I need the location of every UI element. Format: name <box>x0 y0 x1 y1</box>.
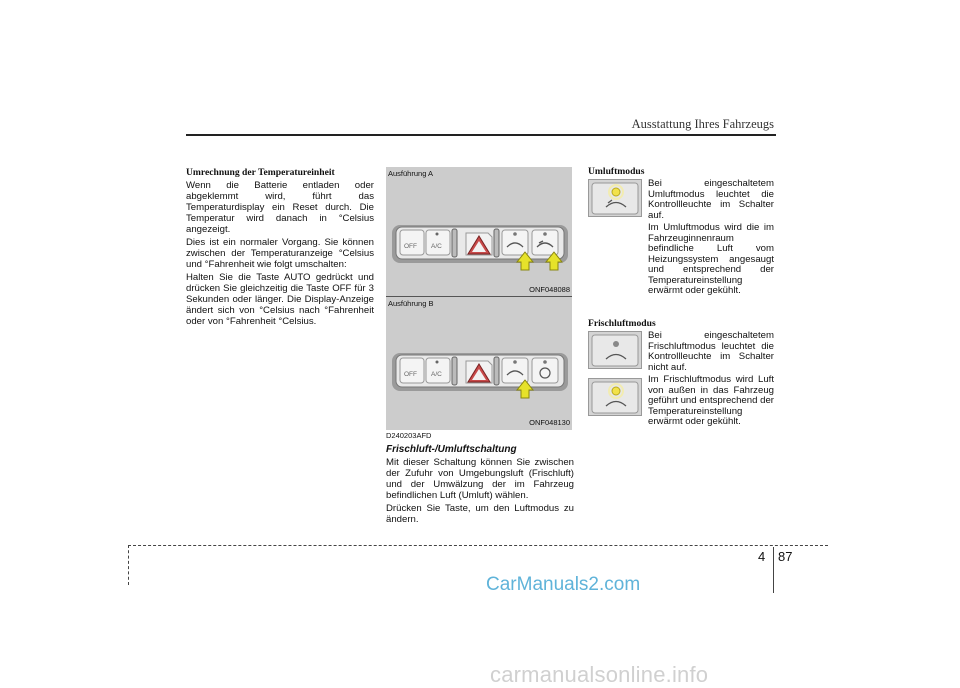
figure-variant-b <box>386 297 572 430</box>
figure-a-ac-label: A/C <box>431 243 442 250</box>
column-air-mode <box>386 430 574 527</box>
paragraph-2: Dies ist ein normaler Vorgang. Sie können zwischen der Temperaturanzeige °Celsius und °Fahrenheit wie folgt umschalten: <box>186 237 374 270</box>
watermark-carmanuals2: CarManuals2.com <box>486 574 641 595</box>
figure-b-code: ONF048130 <box>529 418 570 427</box>
page-section-number: 4 <box>758 549 766 564</box>
column-temperature-unit <box>186 167 374 329</box>
recirculation-paragraph-1: Bei eingeschaltetem Umluftmodus leuchtet die Kontrollleuchte im Schalter auf. <box>648 178 774 221</box>
figure-a-label: Ausführung A <box>388 169 434 178</box>
figure-a-code: ONF048088 <box>529 285 570 294</box>
fresh-air-off-button-illustration <box>588 331 642 369</box>
recirculation-heading-text: Umluftmodus <box>588 166 645 177</box>
fresh-air-paragraph-2: Im Frischluftmodus wird Luft von außen in das Fahrzeug geführt und entsprechend der Temperatureinstellung erwärmt oder gekühlt. <box>648 374 774 427</box>
paragraph-3: Halten Sie die Taste AUTO gedrückt und drücken Sie gleichzeitig die Taste OFF für 3 Sekunden oder länger. Die Display-Anzeige ändert sich von °Celsius nach °Fahrenheit oder von °Fahrenheit °Celsius. <box>186 272 374 327</box>
figure-b-label: Ausführung B <box>388 299 434 308</box>
figure-a-off-label: OFF <box>404 243 417 250</box>
fresh-air-heading-text: Frischluftmodus <box>588 318 656 329</box>
header-rule <box>186 134 776 136</box>
fresh-air-on-button-illustration <box>588 378 642 416</box>
fresh-air-paragraph-1: Bei eingeschaltetem Frischluftmodus leuchtet die Kontrollleuchte im Schalter nicht auf. <box>648 330 774 373</box>
heading-fresh-air <box>588 319 776 330</box>
section-title: Ausstattung Ihres Fahrzeugs <box>631 117 774 131</box>
control-panel-b-illustration <box>386 297 572 430</box>
heading-temperature-unit: Umrechnung der Temperatureinheit <box>186 167 335 178</box>
footer-right-tick <box>773 565 774 593</box>
figure-b-off-label: OFF <box>404 371 417 378</box>
recirculation-text <box>648 179 774 299</box>
doc-code: D240203AFD <box>386 431 432 440</box>
heading-recirculation <box>588 167 776 178</box>
fresh-air-text <box>648 331 774 430</box>
recirculation-paragraph-2: Im Umluftmodus wird die im Fahrzeuginnenraum befindliche Luft vom Heizungssystem angesaugt und entsprechend der Temperatureinstellung erwärmt oder gekühlt. <box>648 222 774 296</box>
page-number-separator <box>773 547 774 565</box>
control-panel-a-illustration <box>386 167 572 297</box>
footer-left-tick <box>128 545 129 585</box>
air-mode-paragraph-1: Mit dieser Schaltung können Sie zwischen der Zufuhr von Umgebungsluft (Frischluft) und der Umwälzung der im Fahrzeug befindlichen Luft (Umluft) wählen. <box>386 457 574 501</box>
page-number: 87 <box>778 549 793 564</box>
figure-variant-a <box>386 167 572 297</box>
figure-b-ac-label: A/C <box>431 371 442 378</box>
paragraph-1: Wenn die Batterie entladen oder abgeklemmt wird, führt das Temperaturdisplay ein Reset durch. Die Temperatur wird danach in °Celsius angezeigt. <box>186 180 374 235</box>
watermark-carmanualsonline: carmanualsonline.info <box>490 662 709 687</box>
footer-dashed-rule <box>128 545 828 546</box>
subheading-air-mode: Frischluft-/Umluftschaltung <box>386 444 517 455</box>
recirculation-on-button-illustration <box>588 179 642 217</box>
air-mode-paragraph-2: Drücken Sie Taste, um den Luftmodus zu ändern. <box>386 503 574 525</box>
